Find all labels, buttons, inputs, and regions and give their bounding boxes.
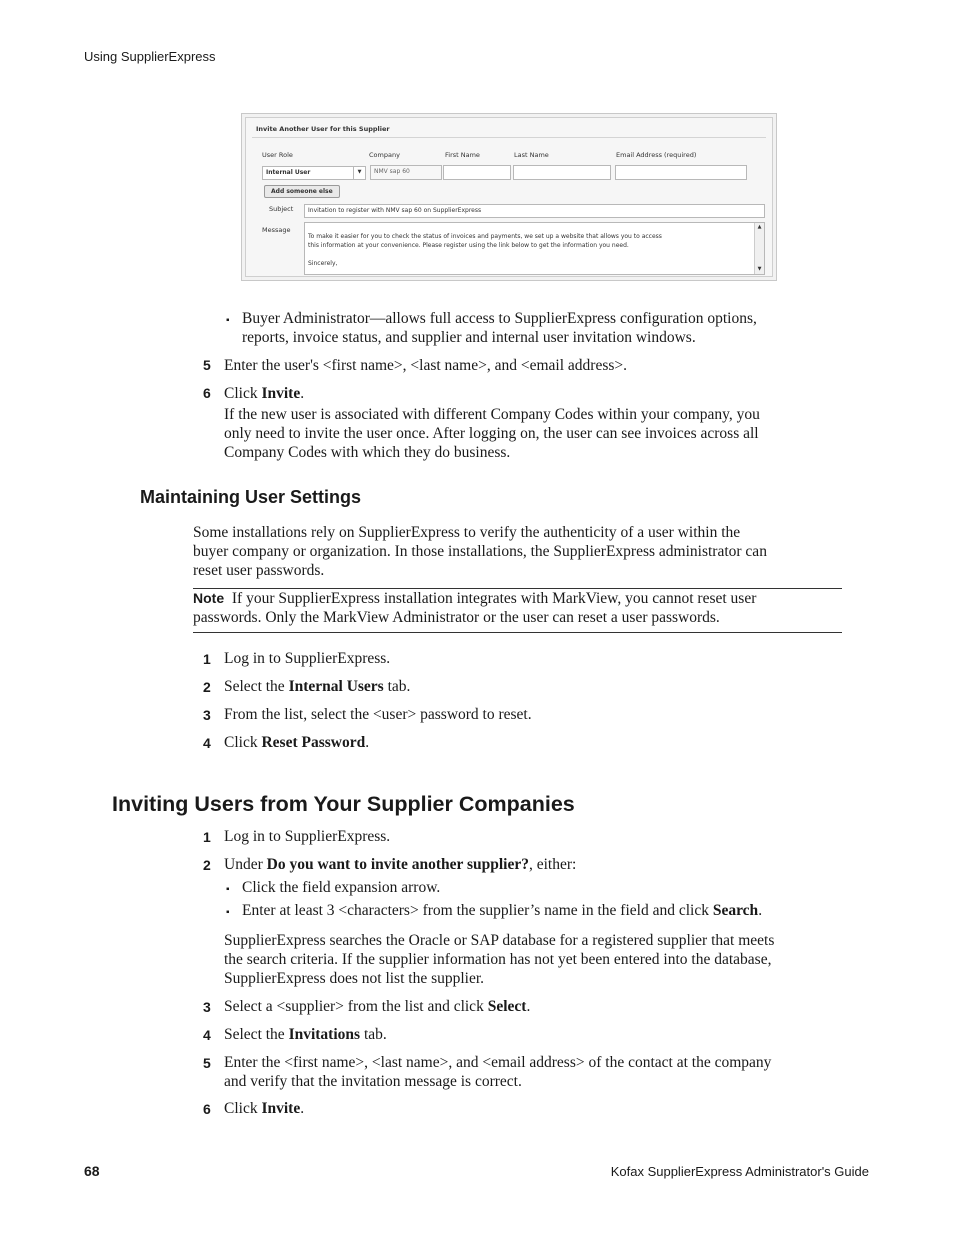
step-number: 3 — [203, 707, 211, 723]
company-label: Company — [369, 151, 400, 159]
email-input[interactable] — [615, 165, 747, 180]
step-text: Log in to SupplierExpress. — [224, 650, 391, 667]
paragraph-line: the search criteria. If the supplier information has not yet been entered into the database, — [224, 951, 772, 968]
message-textarea[interactable] — [304, 222, 765, 275]
ui-term: Invite — [261, 1100, 301, 1117]
ui-term: Do you want to invite another supplier? — [266, 856, 529, 873]
step-number: 5 — [203, 357, 211, 373]
user-role-value: Internal User — [266, 169, 311, 176]
step-text — [224, 1025, 387, 1044]
step-text — [224, 855, 576, 874]
ui-term: Reset Password — [261, 734, 366, 751]
step-text-part: , either: — [529, 856, 577, 873]
step-text-part: . — [526, 998, 531, 1015]
bullet-icon: ▪ — [226, 315, 230, 326]
ui-term: Invite — [261, 385, 301, 402]
step-text-part: Under — [224, 856, 267, 873]
step-number: 6 — [203, 385, 211, 401]
step-text-part: Click — [224, 1100, 262, 1117]
bullet-text — [242, 901, 762, 920]
step-text-part: Select the — [224, 678, 289, 695]
step-number: 4 — [203, 735, 211, 751]
step-text — [224, 997, 530, 1016]
company-field: NMV sap 60 — [370, 165, 442, 180]
running-header: Using SupplierExpress — [84, 49, 216, 64]
section-heading: Inviting Users from Your Supplier Companies — [112, 792, 575, 816]
step-text: Enter the <first name>, <last name>, and <email address> of the contact at the company — [224, 1054, 772, 1071]
step-number: 5 — [203, 1055, 211, 1071]
section-heading: Maintaining User Settings — [140, 487, 362, 507]
note-text: If your SupplierExpress installation integrates with MarkView, you cannot reset user — [231, 590, 757, 607]
message-label: Message — [262, 226, 291, 234]
bullet-text-part: . — [758, 902, 763, 919]
step-text: Log in to SupplierExpress. — [224, 828, 391, 845]
note-label: Note — [193, 590, 225, 606]
message-line-2: this information at your convenience. Please register using the link below to get the information you need. — [308, 242, 629, 249]
paragraph-line: If the new user is associated with different Company Codes within your company, you — [224, 406, 760, 423]
step-text-part: . — [300, 1100, 305, 1117]
invite-panel — [245, 117, 773, 277]
note-rule-bottom — [193, 632, 842, 633]
step-text-part: Select a <supplier> from the list and click — [224, 998, 488, 1015]
step-text-part: Select the — [224, 1026, 289, 1043]
panel-divider — [252, 137, 766, 138]
step-text: and verify that the invitation message is correct. — [224, 1073, 522, 1090]
bullet-buyer-admin-line-2: reports, invoice status, and supplier and internal user invitation windows. — [242, 329, 696, 346]
message-line-1: To make it easier for you to check the status of invoices and payments, we set up a website that allows you to access — [308, 233, 662, 240]
step-number: 3 — [203, 999, 211, 1015]
paragraph-line: Company Codes with which they do business. — [224, 444, 511, 461]
add-someone-else-button[interactable]: Add someone else — [264, 185, 340, 198]
scroll-down-icon: ▼ — [757, 266, 762, 272]
subject-label: Subject — [269, 205, 294, 213]
step-text — [224, 384, 304, 403]
email-label: Email Address (required) — [616, 151, 697, 159]
paragraph-line: only need to invite the user once. After logging on, the user can see invoices across all — [224, 425, 759, 442]
paragraph-line: SupplierExpress does not list the supplier. — [224, 970, 485, 987]
step-text-part: . — [365, 734, 370, 751]
paragraph-line: Some installations rely on SupplierExpress to verify the authenticity of a user within the — [193, 524, 741, 541]
step-number: 2 — [203, 679, 211, 695]
page-number: 68 — [84, 1163, 100, 1179]
bullet-icon: ▪ — [226, 884, 230, 895]
step-number: 6 — [203, 1101, 211, 1117]
step-text: Enter the user's <first name>, <last name>, and <email address>. — [224, 357, 628, 374]
paragraph-line: buyer company or organization. In those installations, the SupplierExpress administrator can — [193, 543, 767, 560]
user-role-select[interactable] — [262, 166, 366, 180]
step-text — [224, 677, 410, 696]
step-text-part: tab. — [360, 1026, 387, 1043]
footer-doc-title: Kofax SupplierExpress Administrator's Guide — [610, 1164, 869, 1179]
user-role-label: User Role — [262, 151, 293, 159]
step-number: 1 — [203, 651, 211, 667]
step-text-part: Click — [224, 734, 262, 751]
last-name-input[interactable] — [513, 165, 611, 180]
paragraph-line: SupplierExpress searches the Oracle or SAP database for a registered supplier that meets — [224, 932, 775, 949]
ui-term: Search — [712, 902, 759, 919]
message-scrollbar[interactable] — [754, 223, 764, 274]
first-name-label: First Name — [445, 151, 480, 159]
step-number: 2 — [203, 857, 211, 873]
bullet-text-part: Enter at least 3 <characters> from the supplier’s name in the field and click — [242, 902, 713, 919]
step-text: From the list, select the <user> password to reset. — [224, 706, 532, 723]
step-text — [224, 733, 369, 752]
step-text-part: . — [300, 385, 305, 402]
step-text — [224, 1099, 304, 1118]
invite-user-screenshot — [241, 113, 777, 281]
step-number: 4 — [203, 1027, 211, 1043]
step-text-part: Click — [224, 385, 262, 402]
step-number: 1 — [203, 829, 211, 845]
bullet-buyer-admin-line-1: Buyer Administrator—allows full access to SupplierExpress configuration options, — [242, 310, 757, 327]
step-text-part: tab. — [383, 678, 411, 695]
last-name-label: Last Name — [514, 151, 549, 159]
message-line-3: Sincerely, — [308, 260, 338, 267]
bullet-text: Click the field expansion arrow. — [242, 879, 441, 896]
bullet-icon: ▪ — [226, 907, 230, 918]
note-line — [193, 589, 756, 608]
note-line: passwords. Only the MarkView Administrator or the user can reset a user passwords. — [193, 609, 720, 626]
ui-term: Select — [487, 998, 527, 1015]
panel-title: Invite Another User for this Supplier — [256, 125, 390, 133]
first-name-input[interactable] — [443, 165, 511, 180]
ui-term: Invitations — [288, 1026, 361, 1043]
scroll-up-icon: ▲ — [757, 224, 762, 230]
subject-input[interactable]: Invitation to register with NMV sap 60 on SupplierExpress — [304, 204, 765, 218]
chevron-down-icon: ▼ — [353, 167, 365, 179]
paragraph-line: reset user passwords. — [193, 562, 325, 579]
ui-term: Internal Users — [288, 678, 384, 695]
